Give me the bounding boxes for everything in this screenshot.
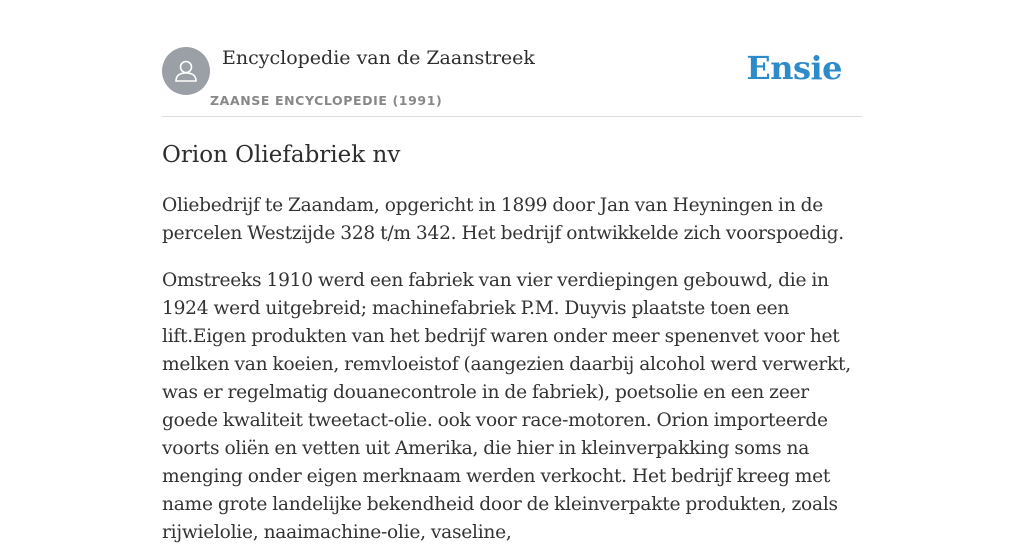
brand-logo[interactable]: Ensie (746, 49, 842, 87)
source-title[interactable]: Encyclopedie van de Zaanstreek (222, 47, 535, 69)
user-icon (171, 56, 201, 86)
source-header (162, 0, 862, 117)
article-paragraph: Omstreeks 1910 werd een fabriek van vier verdiepingen gebouwd, die in 1924 werd uitgebreid; machinefabriek P.M. Duyvis plaatste toen een lift.Eigen produkten van het bedrijf waren onder meer spenenvet voor het melken van koeien, remvloeistof (aangezien daarbij alcohol werd verwerkt, was er regelmatig douanecontrole in de fabriek), poetsolie en een zeer goede kwaliteit tweetact-olie. ook voor race-motoren. Orion importeerde voorts oliën en vetten uit Amerika, die hier in kleinverpakking soms na menging onder eigen merknaam werden verkocht. Het bedrijf kreeg met name grote landelijke bekendheid door de kleinverpakte produkten, zoals rijwielolie, naaimachine-olie, vaseline, (162, 270, 851, 543)
article-title: Orion Oliefabriek nv (162, 142, 401, 168)
avatar[interactable] (162, 47, 210, 95)
source-subtitle[interactable]: ZAANSE ENCYCLOPEDIE (1991) (210, 93, 443, 108)
page-container (162, 0, 862, 543)
article-paragraph: Oliebedrijf te Zaandam, opgericht in 1899 door Jan van Heyningen in de percelen Westzijde 328 t/m 342. Het bedrijf ontwikkelde zich voorspoedig. (162, 195, 844, 244)
